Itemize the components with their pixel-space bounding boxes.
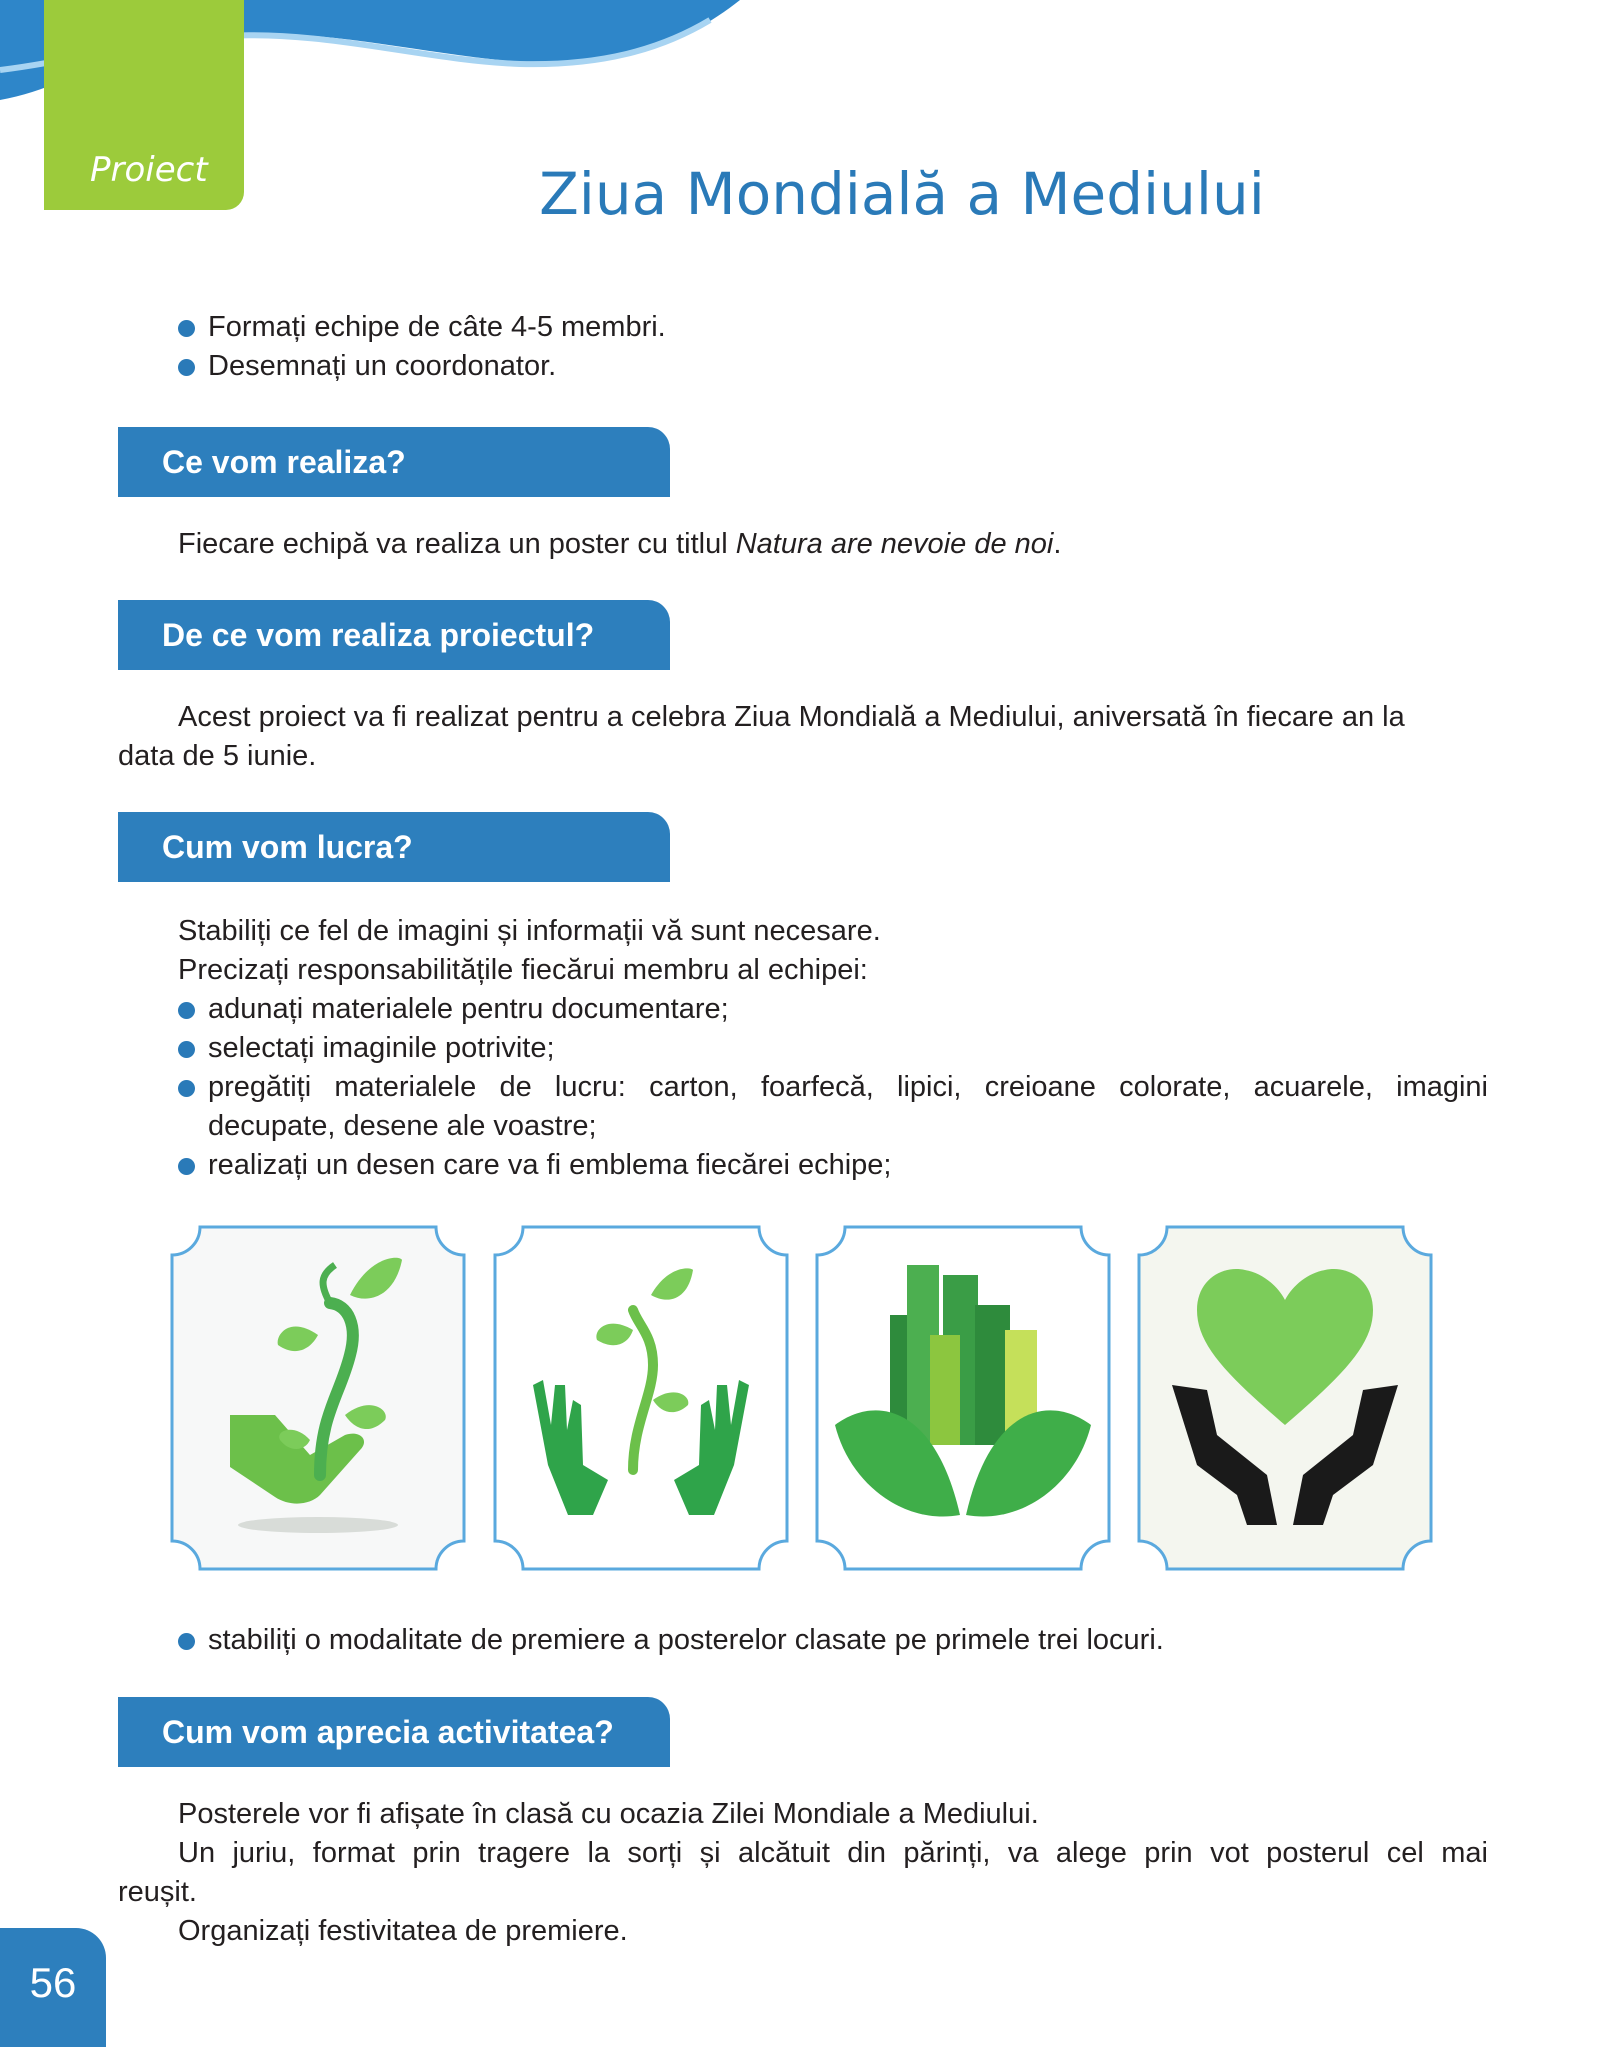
task-bullet-3-continued: decupate, desene ale voastre;	[208, 1110, 597, 1142]
section-heading-what: Ce vom realiza?	[118, 427, 670, 497]
task-bullet-5: stabiliți o modalitate de premiere a posterelor clasate pe primele trei locuri.	[178, 1621, 1488, 1660]
task-bullet-1: adunați materialele pentru documentare;	[178, 990, 1488, 1029]
intro-bullet-2: Desemnați un coordonator.	[178, 347, 1488, 386]
section-what-text	[178, 525, 1061, 564]
page-title: Ziua Mondială a Mediului	[539, 160, 1265, 228]
section-evaluate-line-2: Un juriu, format prin tragere la sorți și alcătuit din părinți, va alege prin vot posterul cel mai	[178, 1837, 1488, 1869]
image-card-1	[170, 1225, 466, 1571]
section-why-line-2: data de 5 iunie.	[118, 740, 317, 772]
city-leaves-icon	[815, 1225, 1111, 1571]
two-hands-sprout-icon	[493, 1225, 789, 1571]
image-card-3	[815, 1225, 1111, 1571]
section-how-line-2: Precizați responsabilitățile fiecărui membru al echipei:	[178, 954, 868, 986]
section-heading-how: Cum vom lucra?	[118, 812, 670, 882]
hands-leaf-heart-icon	[1137, 1225, 1433, 1571]
page-number: 56	[0, 1928, 106, 2047]
section-heading-why: De ce vom realiza proiectul?	[118, 600, 670, 670]
section-what-text-start: Fiecare echipă va realiza un poster cu titlul	[178, 528, 736, 560]
section-evaluate-line-3: reușit.	[118, 1876, 197, 1908]
section-how-line-1: Stabiliți ce fel de imagini și informații vă sunt necesare.	[178, 915, 881, 947]
image-card-4	[1137, 1225, 1433, 1571]
section-evaluate-line-1: Posterele vor fi afișate în clasă cu ocazia Zilei Mondiale a Mediului.	[178, 1798, 1039, 1830]
section-evaluate-line-4: Organizați festivitatea de premiere.	[178, 1915, 628, 1947]
image-card-2	[493, 1225, 789, 1571]
section-what-text-end: .	[1053, 528, 1062, 560]
task-bullet-4: realizați un desen care va fi emblema fiecărei echipe;	[178, 1146, 1488, 1185]
section-heading-evaluate: Cum vom aprecia activitatea?	[118, 1697, 670, 1767]
project-tab-label: Proiect	[90, 150, 208, 190]
hand-holding-sprout-icon	[170, 1225, 466, 1571]
intro-bullet-1: Formați echipe de câte 4-5 membri.	[178, 308, 1488, 347]
poster-title-italic: Natura are nevoie de noi	[735, 528, 1054, 560]
task-bullet-3: pregătiți materialele de lucru: carton, foarfecă, lipici, creioane colorate, acuarele, imagini	[178, 1068, 1488, 1107]
section-why-line-1: Acest proiect va fi realizat pentru a celebra Ziua Mondială a Mediului, aniversată în fiecare an la	[178, 701, 1405, 733]
task-bullet-2: selectați imaginile potrivite;	[178, 1029, 1488, 1068]
